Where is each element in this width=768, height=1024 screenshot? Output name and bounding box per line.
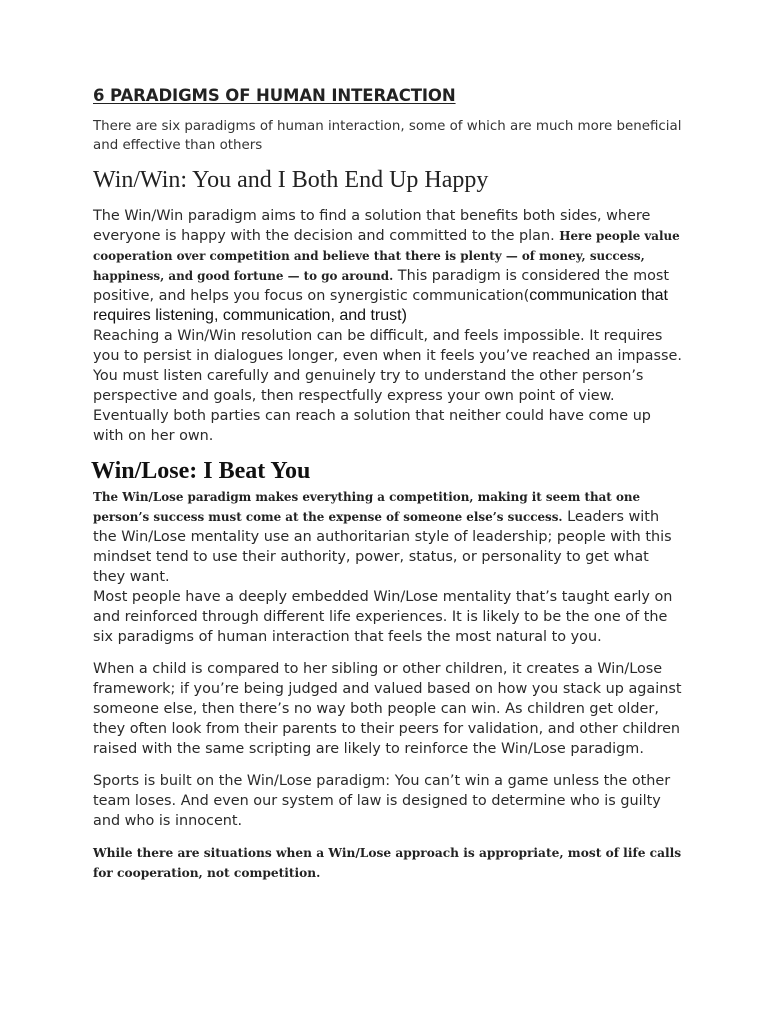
winwin-p1-bold: Here people value cooperation over competition and believe that there is plenty — of money, success, happiness, and good fortune — to go around.: [93, 229, 680, 283]
intro-paragraph: There are six paradigms of human interaction, some of which are much more beneficial and effective than others: [93, 119, 682, 153]
winlose-paragraph-4: Sports is built on the Win/Lose paradigm: You can’t win a game unless the other team loses. And even our system of law is designed to determine who is guilty and who is innocent.: [93, 773, 671, 829]
winlose-heading: Win/Lose: I Beat You: [91, 458, 311, 484]
winlose-p1-text: Leaders with the Win/Lose mentality use an authoritarian style of leadership; people with this mindset tend to use their authority, power, status, or personality to get what they want.: [93, 509, 672, 585]
document-title: 6 PARADIGMS OF HUMAN INTERACTION: [93, 86, 456, 105]
winlose-paragraph-1: [93, 487, 683, 587]
winwin-p1-text-a: The Win/Win paradigm aims to find a solution that benefits both sides, where everyone is happy with the decision and committed to the plan.: [93, 208, 651, 244]
winlose-paragraph-3: When a child is compared to her sibling or other children, it creates a Win/Lose framework; if you’re being judged and valued based on how you stack up against someone else, then there’s no way both people can win. As children get older, they often look from their parents to their peers for validation, and other children raised with the same scripting are likely to reinforce the Win/Lose paradigm.: [93, 661, 682, 757]
winwin-p1-text-b: This paradigm is considered the most positive, and helps you focus on synergistic communication(: [93, 268, 670, 304]
winwin-paragraph-2: Reaching a Win/Win resolution can be difficult, and feels impossible. It requires you to persist in dialogues longer, even when it feels you’ve reached an impasse. You must listen carefully and genuinely try to understand the other person’s perspective and goals, then respectfully express your own point of view. Eventually both parties can reach a solution that neither could have come up with on her own.: [93, 328, 682, 444]
winwin-paragraph-1: [93, 206, 683, 326]
winwin-p1-text-c: communication that requires listening, communication, and trust): [93, 287, 668, 324]
winwin-heading: Win/Win: You and I Both End Up Happy: [93, 167, 489, 193]
winlose-p1-bold: The Win/Lose paradigm makes everything a competition, making it seem that one person’s success must come at the expense of someone else’s success.: [93, 490, 641, 524]
winlose-paragraph-2: Most people have a deeply embedded Win/Lose mentality that’s taught early on and reinforced through different life experiences. It is likely to be the one of the six paradigms of human interaction that feels the most natural to you.: [93, 589, 673, 645]
winlose-closing: While there are situations when a Win/Lose approach is appropriate, most of life calls for cooperation, not competition.: [93, 846, 682, 880]
document-page: [93, 86, 683, 883]
